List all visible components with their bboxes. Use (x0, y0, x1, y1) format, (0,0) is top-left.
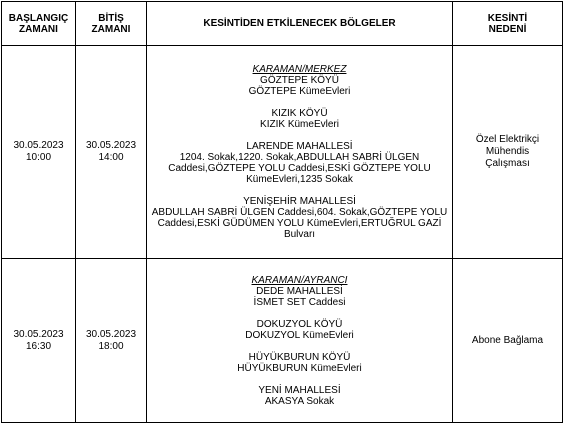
outage-table (1, 1, 563, 423)
area-detail: DOKUZYOL KümeEvleri (245, 329, 354, 341)
end-cell: 30.05.2023 14:00 (76, 46, 147, 259)
area-name: LARENDE MAHALLESİ (246, 141, 353, 152)
area-name: GÖZTEPE KÖYÜ (260, 75, 339, 86)
area-detail: Caddesi,GÖZTEPE YOLU Caddesi,ESKİ GÖZTEPE YOLU (168, 163, 431, 174)
area-block (147, 275, 452, 308)
area-block (147, 141, 452, 185)
header-regions: KESİNTİDEN ETKİLENECEK BÖLGELER (147, 2, 453, 46)
start-cell: 30.05.2023 16:30 (2, 259, 76, 423)
area-block (147, 352, 452, 374)
table-row (2, 46, 563, 259)
area-detail: GÖZTEPE KümeEvleri (248, 86, 351, 97)
area-block (147, 319, 452, 341)
area-detail: İSMET SET Caddesi (253, 296, 346, 308)
area-detail: KIZIK KümeEvleri (260, 119, 339, 130)
area-block (147, 196, 452, 240)
header-start: BAŞLANGIÇ ZAMANI (2, 2, 76, 46)
area-name: HÜYÜKBURUN KÖYÜ (248, 351, 351, 363)
header-reason: KESİNTİ NEDENİ (453, 2, 563, 46)
area-name: KIZIK KÖYÜ (271, 108, 328, 119)
area-name: DEDE MAHALLESİ (256, 285, 343, 297)
area-detail: HÜYÜKBURUN KümeEvleri (237, 362, 362, 374)
start-cell: 30.05.2023 10:00 (2, 46, 76, 259)
area-detail: ABDULLAH SABRİ ÜLGEN Caddesi,604. Sokak,GÖZTEPE YOLU (151, 207, 448, 218)
table-row (2, 259, 563, 423)
end-cell: 30.05.2023 18:00 (76, 259, 147, 423)
area-block (147, 64, 452, 97)
header-end: BİTİŞ ZAMANI (76, 2, 147, 46)
area-detail: AKASYA Sokak (264, 395, 335, 407)
regions-cell (147, 46, 453, 259)
area-name: YENİ MAHALLESİ (258, 384, 341, 396)
area-block (147, 108, 452, 130)
area-block (147, 385, 452, 407)
district-label: KARAMAN/MERKEZ (252, 64, 347, 75)
district-label: KARAMAN/AYRANCI (251, 274, 348, 286)
area-name: DOKUZYOL KÖYÜ (256, 318, 343, 330)
area-detail: Bulvarı (283, 229, 316, 240)
area-name: YENİŞEHİR MAHALLESİ (243, 196, 356, 207)
header-row (2, 2, 563, 46)
area-detail: KümeEvleri,1235 Sokak (246, 174, 353, 185)
reason-cell: Özel Elektrikçi Mühendis Çalışması (453, 46, 563, 259)
area-detail: Caddesi,ESKİ GÜDÜMEN YOLU KümeEvleri,ERTUĞRUL GAZİ (157, 218, 442, 229)
regions-cell (147, 259, 453, 423)
reason-cell: Abone Bağlama (453, 259, 563, 423)
area-detail: 1204. Sokak,1220. Sokak,ABDULLAH SABRİ ÜLGEN (179, 152, 420, 163)
